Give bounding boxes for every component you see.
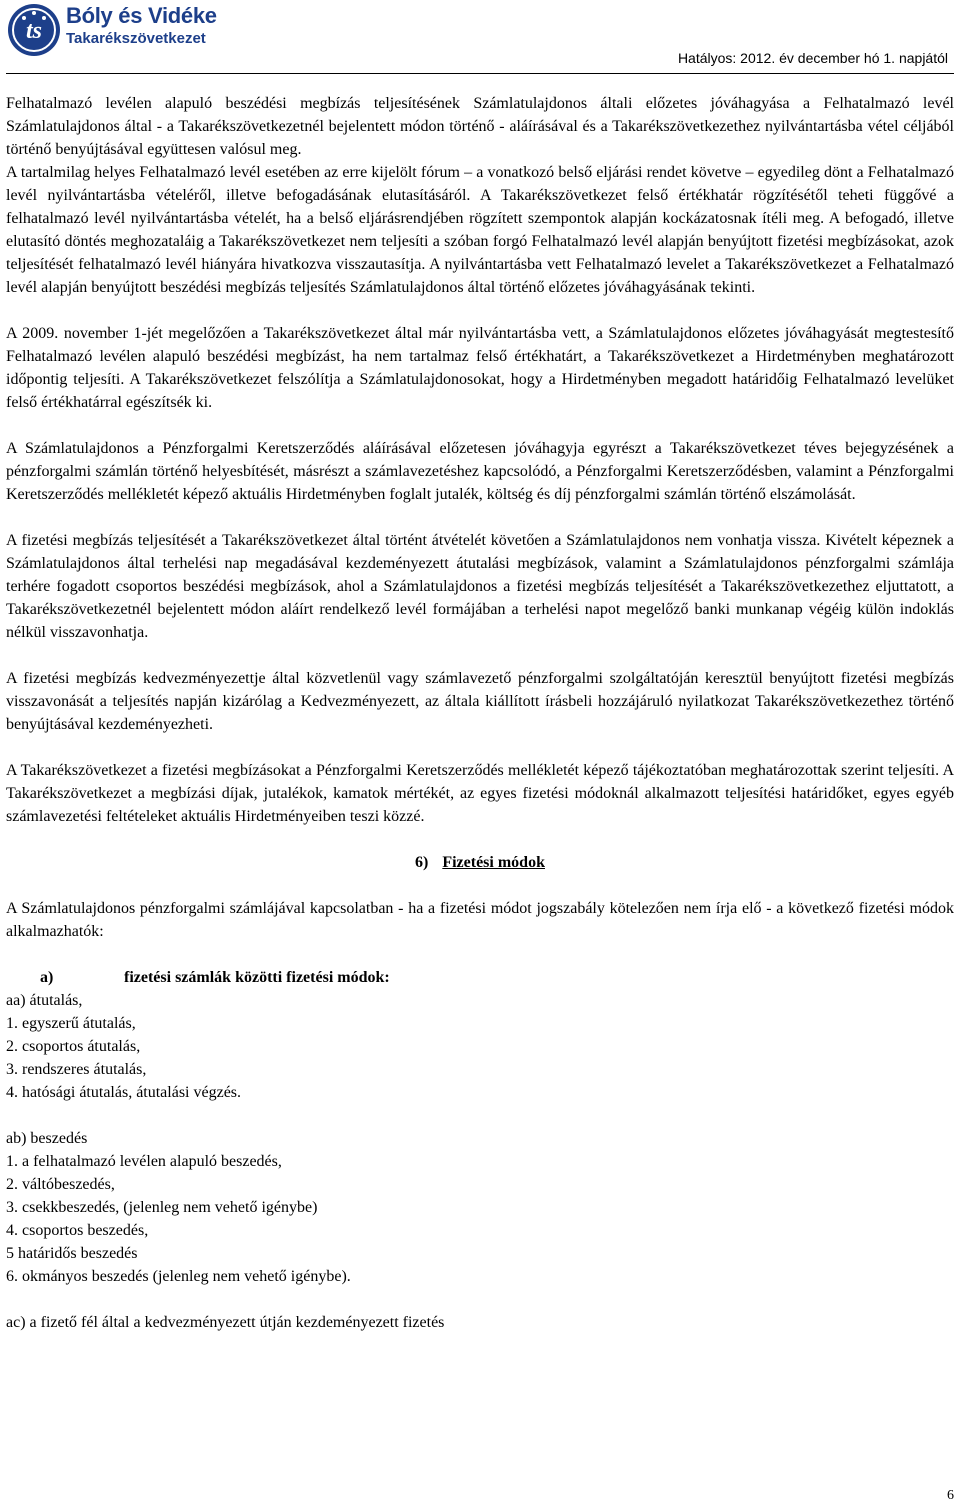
paragraph-4: A Számlatulajdonos a Pénzforgalmi Keretszerződés aláírásával előzetesen jóváhagyja egyrészt a Takarékszövetkezet téves bejegyzésének a pénzforgalmi számlán történő helyesbítését, másrészt a számlavezetéshez kapcsolódó, a Pénzforgalmi Keretszerződésben, valamint a Pénzforgalmi Keretszerződés mellékletét képező aktuális Hirdetményben foglalt jutalék, költség és díj pénzforgalmi számlán történő elszámolását. bbox=[6, 440, 954, 503]
paragraph-1: Felhatalmazó levélen alapuló beszédési megbízás teljesítésének Számlatulajdonos általi előzetes jóváhagyása a Felhatalmazó levél Számlatulajdonos által - a Takarékszövetkezetnél bejelentett módon történő - aláírásával és a Takarékszövetkezethez nyilvántartásba vétel céljából történő benyújtásával együttesen valósul meg. bbox=[6, 95, 954, 158]
spacer bbox=[6, 1104, 954, 1127]
subsection-a-letter: a) bbox=[40, 969, 54, 986]
paragraph-2: A tartalmilag helyes Felhatalmazó levél esetében az erre kijelölt fórum – a vonatkozó belső eljárási rendet követve – egyedileg dönt a Felhatalmazó levél nyilvántartásba vételéről, illetve befogadásának elutasításáról. A Takarékszövetkezet felső értékhatár rögzítésétől teheti függővé a felhatalmazó levél nyilvántartásba vételét, ha a belső eljárásrendjében rögzített szempontok alapján kockázatosnak ítéli meg. A befogadó, illetve elutasító döntés meghozataláig a Takarékszövetkezet nem teljesíti a szóban forgó Felhatalmazó levél alapján benyújtott fizetési megbízásokat, azok teljesítését felhatalmazó levél hiányára hivatkozva visszautasítja. A nyilvántartásba vett Felhatalmazó levelet a Takarékszövetkezet a Felhatalmazó levél alapján benyújtott beszédési megbízás teljesítés Számlatulajdonos által történő előzetes jóváhagyásának tekinti. bbox=[6, 164, 954, 296]
ab-list bbox=[6, 1150, 954, 1288]
paragraph-6: A fizetési megbízás kedvezményezettje által közvetlenül vagy számlavezető pénzforgalmi szolgáltatóján keresztül benyújtott fizetési megbízás visszavonását a teljesítés napján kizárólag a Kedvezményezett, az általa kiállított írásbeli hozzájáruló nyilatkozat Takarékszövetkezethez történő benyújtásával kezdeményezheti. bbox=[6, 670, 954, 733]
document-body bbox=[6, 92, 954, 1334]
paragraph-8: A Számlatulajdonos pénzforgalmi számlájával kapcsolatban - ha a fizetési módot jogszabály kötelezően nem írja elő - a következő fizetési módok alkalmazhatók: bbox=[6, 900, 954, 940]
section-number: 6) bbox=[415, 854, 429, 871]
aa-list bbox=[6, 1012, 954, 1104]
list-item: 5 határidős beszedés bbox=[6, 1245, 138, 1262]
page-header bbox=[0, 0, 960, 78]
list-item: 6. okmányos beszedés (jelenleg nem vehető igénybe). bbox=[6, 1268, 351, 1285]
list-item: 1. a felhatalmazó levélen alapuló beszedés, bbox=[6, 1153, 282, 1170]
list-item: 2. váltóbeszedés, bbox=[6, 1176, 115, 1193]
effective-date: Hatályos: 2012. év december hó 1. napjától bbox=[677, 50, 948, 66]
ac-title: ac) a fizető fél által a kedvezményezett útján kezdeményezett fizetés bbox=[6, 1314, 445, 1331]
ts-logo-icon bbox=[6, 2, 62, 58]
paragraph-3: A 2009. november 1-jét megelőzően a Takarékszövetkezet által már nyilvántartásba vett, a Számlatulajdonos előzetes jóváhagyását megtestesítő Felhatalmazó levélen alapuló beszédési megbízást, ha nem tartalmaz felső értékhatárt, a Takarékszövetkezet a Hirdetményben meghatározott időpontig teljesíti. A Takarékszövetkezet felszólítja a Számlatulajdonosokat, hogy a Hirdetményben megadott határidőig Felhatalmazó levelüket felső értékhatárral egészítsék ki. bbox=[6, 325, 954, 411]
list-item: 4. csoportos beszedés, bbox=[6, 1222, 149, 1239]
paragraph-5: A fizetési megbízás teljesítését a Takarékszövetkezet által történt átvételét követően a Számlatulajdonos nem vonhatja vissza. Kivételt képeznek a Számlatulajdonos által terhelési nap megadásával kezdeményezett átutalási megbízások, valamint a Számlatulajdonos pénzforgalmi számlája terhére fogadott csoportos beszédési megbízások, ahol a Számlatulajdonos a fizetési megbízás teljesítését a Takarékszövetkezethez eljuttatott, a Takarékszövetkezetnél bejelentett módon aláírt rendelkező levél formájában a terhelési napot megelőző banki munkanap végéig külön indoklás nélkül visszavonhatja. bbox=[6, 532, 954, 641]
aa-title: aa) átutalás, bbox=[6, 992, 83, 1009]
section-heading bbox=[6, 851, 954, 874]
brand-subtitle: Takarékszövetkezet bbox=[66, 30, 206, 47]
subsection-a-title: fizetési számlák közötti fizetési módok: bbox=[124, 969, 390, 986]
list-item: 1. egyszerű átutalás, bbox=[6, 1015, 136, 1032]
svg-text:ts: ts bbox=[25, 18, 43, 44]
list-item: 4. hatósági átutalás, átutalási végzés. bbox=[6, 1084, 242, 1101]
subsection-a-heading bbox=[6, 966, 954, 989]
page-number: 6 bbox=[947, 1488, 954, 1503]
header-divider bbox=[6, 73, 954, 74]
section-title: Fizetési módok bbox=[442, 854, 545, 871]
paragraph-7: A Takarékszövetkezet a fizetési megbízásokat a Pénzforgalmi Keretszerződés mellékletét képező tájékoztatóban meghatározottak szerint teljesíti. A Takarékszövetkezet a megbízási díjak, jutalékok, kamatok mértékét, az egyes fizetési módoknál alkalmazott teljesítési határidőket, egyes egyéb számlavezetési feltételeket aktuális Hirdetményeiben teszi közzé. bbox=[6, 762, 954, 825]
list-item: 3. rendszeres átutalás, bbox=[6, 1061, 147, 1078]
ab-title: ab) beszedés bbox=[6, 1130, 88, 1147]
list-item: 3. csekkbeszedés, (jelenleg nem vehető igénybe) bbox=[6, 1199, 318, 1216]
spacer bbox=[6, 1288, 954, 1311]
list-item: 2. csoportos átutalás, bbox=[6, 1038, 141, 1055]
brand-name: Bóly és Vidéke bbox=[66, 3, 217, 28]
